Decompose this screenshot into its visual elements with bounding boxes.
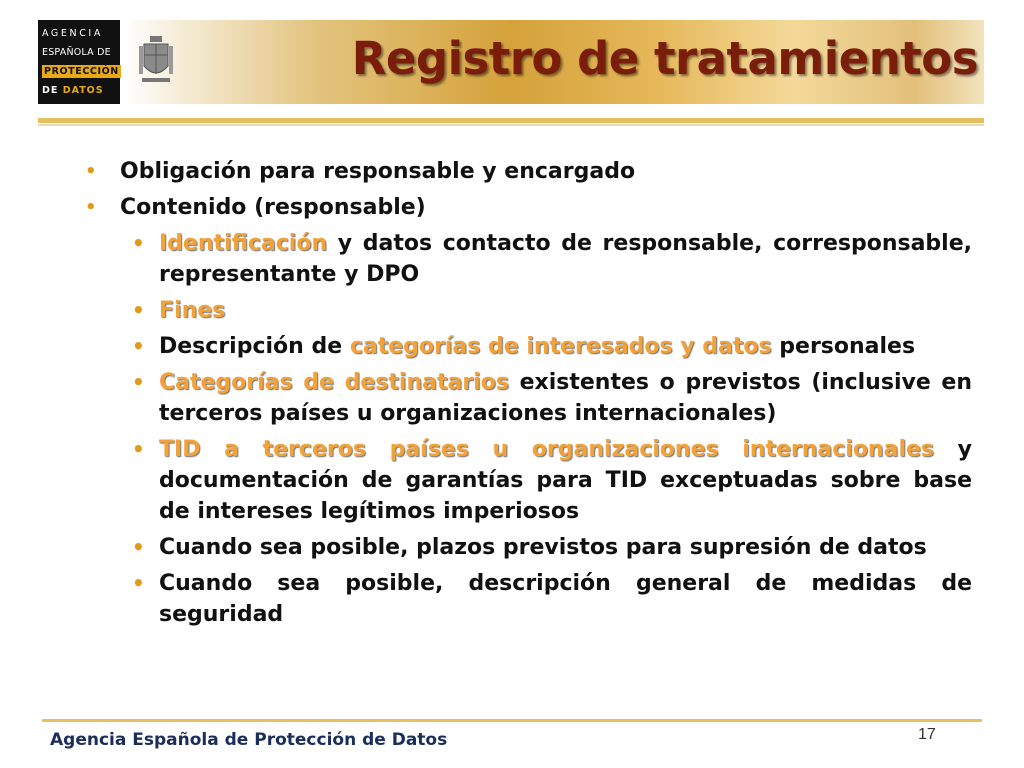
page-number: 17 xyxy=(918,726,936,743)
sub-bullet-item xyxy=(85,367,972,429)
bullet-dot-icon: • xyxy=(132,535,145,559)
bullet-dot-icon: • xyxy=(85,161,97,182)
bullet-text: Contenido (responsable) xyxy=(120,195,426,220)
bullet-dot-icon: • xyxy=(132,571,145,595)
highlight-term: Identificación xyxy=(159,231,328,256)
sub-bullet-text: existentes o previstos (inclusive en terceros países u organizaciones internacionales) xyxy=(159,370,972,426)
highlight-term: Fines xyxy=(159,298,226,323)
sub-bullet-item xyxy=(85,532,972,563)
bullet-dot-icon: • xyxy=(132,437,145,461)
sub-bullet-text: Cuando sea posible, descripción general de medidas de seguridad xyxy=(159,571,972,627)
sub-bullet-text: personales xyxy=(771,334,916,359)
footer-divider xyxy=(42,719,982,722)
bullet-text: Obligación para responsable y encargado xyxy=(120,159,636,184)
slide-body xyxy=(85,156,972,635)
agency-logo xyxy=(38,20,120,104)
sub-bullet-text: y documentación de garantías para TID exceptuadas sobre base de intereses legítimos imperiosos xyxy=(159,437,973,524)
header-divider-shadow xyxy=(38,124,984,126)
bullet-dot-icon: • xyxy=(85,197,97,218)
coat-of-arms-icon xyxy=(138,34,174,86)
logo-line-1: AGENCIA xyxy=(42,28,103,39)
sub-bullet-item xyxy=(85,228,972,290)
logo-line-5: DATOS xyxy=(62,85,104,96)
sub-bullet-item xyxy=(85,331,972,362)
highlight-term: Categorías de destinatarios xyxy=(159,370,509,395)
sub-bullet-item xyxy=(85,295,972,326)
slide-title: Registro de tratamientos xyxy=(351,32,978,85)
bullet-item xyxy=(85,192,972,223)
highlight-term: TID a terceros países u organizaciones internacionales xyxy=(159,437,935,462)
header-divider xyxy=(38,118,984,123)
bullet-dot-icon: • xyxy=(132,231,145,255)
sub-bullet-text: Cuando sea posible, plazos previstos para supresión de datos xyxy=(159,535,927,560)
logo-line-3: PROTECCIÓN xyxy=(44,66,119,77)
footer-org-name: Agencia Española de Protección de Datos xyxy=(50,730,448,750)
bullet-dot-icon: • xyxy=(132,334,145,358)
slide-header xyxy=(38,20,984,104)
logo-line-2: ESPAÑOLA DE xyxy=(42,47,111,58)
sub-bullet-text: Descripción de xyxy=(159,334,350,359)
sub-bullet-item xyxy=(85,434,972,527)
sub-bullet-item xyxy=(85,568,972,630)
bullet-dot-icon: • xyxy=(132,298,145,322)
bullet-dot-icon: • xyxy=(132,370,145,394)
title-bar xyxy=(124,20,984,104)
bullet-item xyxy=(85,156,972,187)
logo-line-4: DE xyxy=(42,85,59,96)
highlight-term: categorías de interesados y datos xyxy=(349,334,772,359)
sub-bullet-text: y datos contacto de responsable, corresponsable, representante y DPO xyxy=(159,231,972,287)
